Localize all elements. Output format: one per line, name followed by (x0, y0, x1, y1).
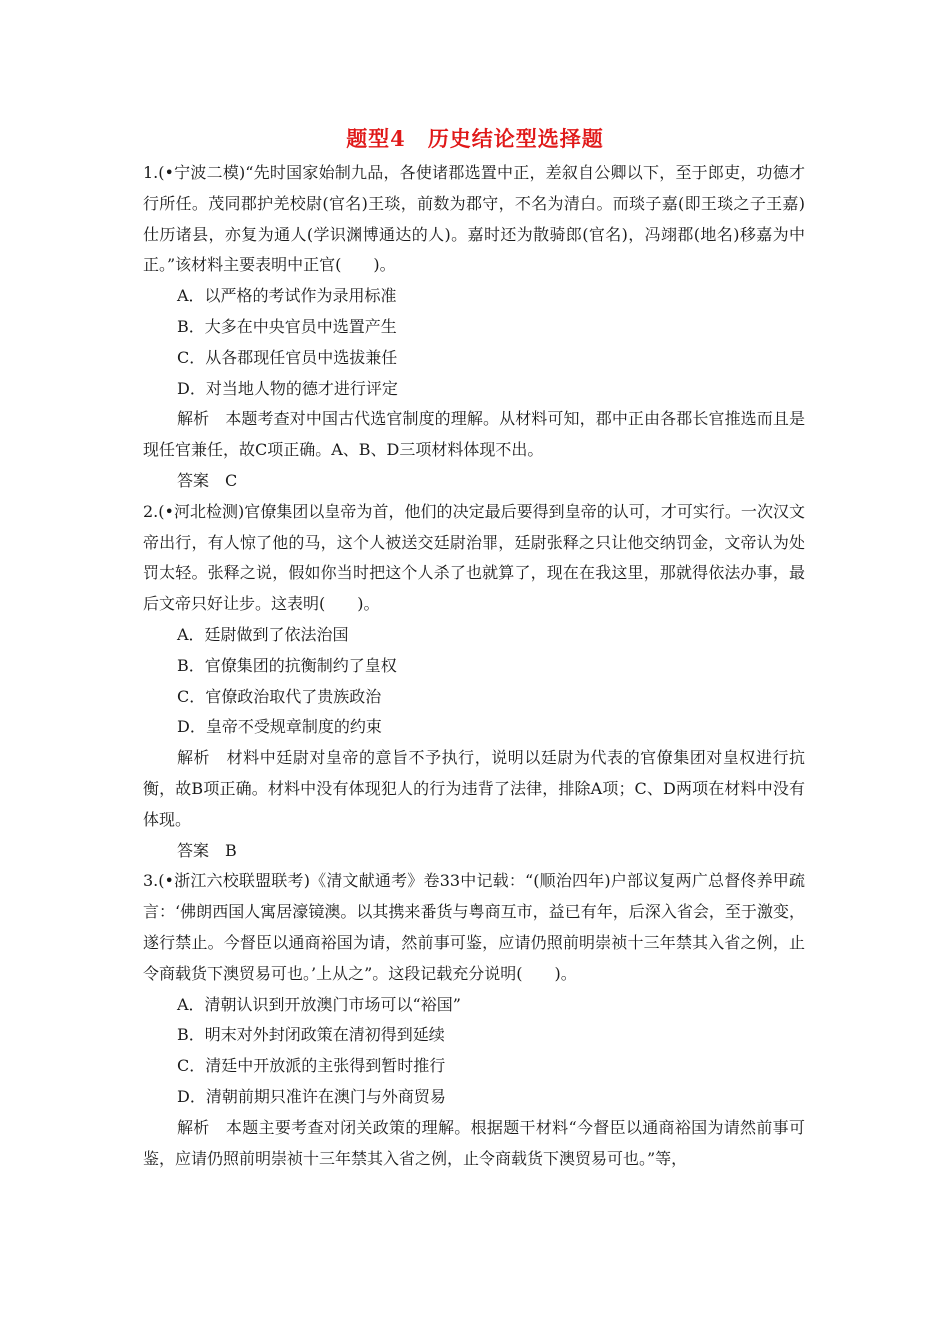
option-a: A．清朝认识到开放澳门市场可以“裕国” (177, 994, 461, 1014)
option-a: A．以严格的考试作为录用标准 (177, 286, 397, 306)
question-3 (143, 866, 805, 1174)
option-b: B．明末对外封闭政策在清初得到延续 (177, 1025, 445, 1045)
option-b: B．官僚集团的抗衡制约了皇权 (177, 655, 397, 675)
option-b: B．大多在中央官员中选置产生 (177, 316, 397, 336)
analysis-text: 解析 本题主要考查对闭关政策的理解。根据题干材料“今督臣以通商裕国为请然前事可鉴，应请仍照前明崇祯十三年禁其入省之例，止令商载货下澳贸易可也。”等， (143, 1117, 805, 1168)
option-c: C．清廷中开放派的主张得到暂时推行 (177, 1056, 446, 1076)
analysis-text: 解析 本题考查对中国古代选官制度的理解。从材料可知，郡中正由各郡长官推选而且是现任官兼任，故C项正确。A、B、D三项材料体现不出。 (143, 409, 805, 460)
option-d: D．清朝前期只准许在澳门与外商贸易 (177, 1086, 446, 1106)
question-stem: 3.(•浙江六校联盟联考)《清文献通考》卷33中记载：“(顺治四年)户部议复两广总督佟养甲疏言：‘佛朗西国人寓居濠镜澳。以其携来番货与粤商互市，益已有年，后深入省会，至于激变，遂行禁止。今督臣以通商裕国为请，然前事可鉴，应请仍照前明崇祯十三年禁其入省之例，止令商载货下澳贸易可也。’上从之”。这段记载充分说明( )。 (143, 871, 805, 983)
option-a: A．廷尉做到了依法治国 (177, 624, 349, 644)
title-sub: 历史结论型选择题 (427, 126, 604, 151)
option-c: C．从各郡现任官员中选拔兼任 (177, 347, 398, 367)
option-c: C．官僚政治取代了贵族政治 (177, 686, 382, 706)
title-main: 题型4 (346, 126, 406, 151)
question-2 (143, 497, 805, 867)
page-title (0, 123, 950, 153)
analysis-text: 解析 材料中廷尉对皇帝的意旨不予执行，说明以廷尉为代表的官僚集团对皇权进行抗衡，故B项正确。材料中没有体现犯人的行为违背了法律，排除A项；C、D两项在材料中没有体现。 (143, 748, 805, 829)
option-d: D．皇帝不受规章制度的约束 (177, 717, 382, 737)
answer-text: 答案 C (177, 470, 238, 490)
document-body (143, 158, 805, 1174)
question-stem: 1.(•宁波二模)“先时国家始制九品，各使诸郡选置中正，差叙自公卿以下，至于郎吏，功德才行所任。茂同郡护羌校尉(官名)王琰，前数为郡守，不名为清白。而琰子嘉(即王琰之子王嘉)仕历诸县，亦复为通人(学识渊博通达的人)。嘉时还为散骑郎(官名)，冯翊郡(地名)移嘉为中正。”该材料主要表明中正官( )。 (143, 163, 805, 275)
option-d: D．对当地人物的德才进行评定 (177, 378, 398, 398)
answer-text: 答案 B (177, 840, 237, 860)
question-1 (143, 158, 805, 497)
question-stem: 2.(•河北检测)官僚集团以皇帝为首，他们的决定最后要得到皇帝的认可，才可实行。一次汉文帝出行，有人惊了他的马，这个人被送交廷尉治罪，廷尉张释之只让他交纳罚金，文帝认为处罚太轻。张释之说，假如你当时把这个人杀了也就算了，现在在我这里，那就得依法办事，最后文帝只好让步。这表明( )。 (143, 501, 805, 614)
